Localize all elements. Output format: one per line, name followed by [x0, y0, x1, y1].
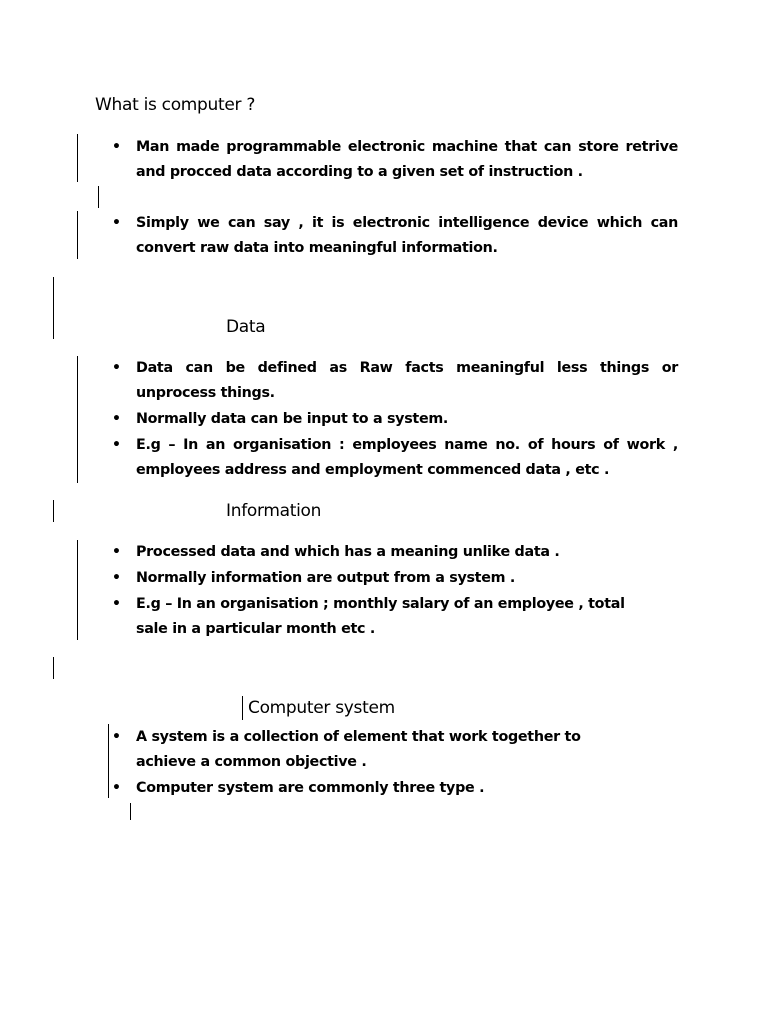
heading-computer-system: Computer system: [248, 698, 395, 718]
list-data: [112, 356, 678, 483]
heading-data: Data: [226, 317, 266, 337]
heading-what-is-computer: What is computer ?: [95, 95, 256, 115]
list-item: • A system is a collection of element that work together to achieve a common objective .: [112, 725, 678, 775]
list-item: • Normally information are output from a system .: [112, 566, 678, 591]
list-computer-system: [112, 725, 678, 801]
revision-bar: [77, 356, 78, 483]
revision-bar: [108, 724, 109, 798]
heading-information: Information: [226, 501, 322, 521]
revision-bar: [242, 696, 243, 720]
revision-bar: [53, 277, 54, 339]
list-item: • Man made programmable electronic machine that can store retrive and procced data according to a given set of instruction .: [112, 135, 678, 185]
revision-bar: [98, 186, 99, 208]
list-what-is-computer: [112, 135, 678, 261]
revision-bar: [53, 500, 54, 522]
list-item: • Normally data can be input to a system.: [112, 407, 678, 432]
revision-bar: [77, 540, 78, 640]
list-information: [112, 540, 678, 642]
list-item: • Processed data and which has a meaning unlike data .: [112, 540, 678, 565]
list-item: • E.g – In an organisation : employees name no. of hours of work , employees address and employment commenced data , etc .: [112, 433, 678, 483]
list-item: • Data can be defined as Raw facts meaningful less things or unprocess things.: [112, 356, 678, 406]
revision-bar: [77, 211, 78, 259]
revision-bar: [77, 134, 78, 182]
list-item: • Computer system are commonly three type .: [112, 776, 678, 801]
list-item: • E.g – In an organisation ; monthly salary of an employee , total sale in a particular month etc .: [112, 592, 678, 642]
list-item: • Simply we can say , it is electronic intelligence device which can convert raw data into meaningful information.: [112, 211, 678, 261]
revision-bar: [130, 803, 131, 820]
revision-bar: [53, 657, 54, 679]
